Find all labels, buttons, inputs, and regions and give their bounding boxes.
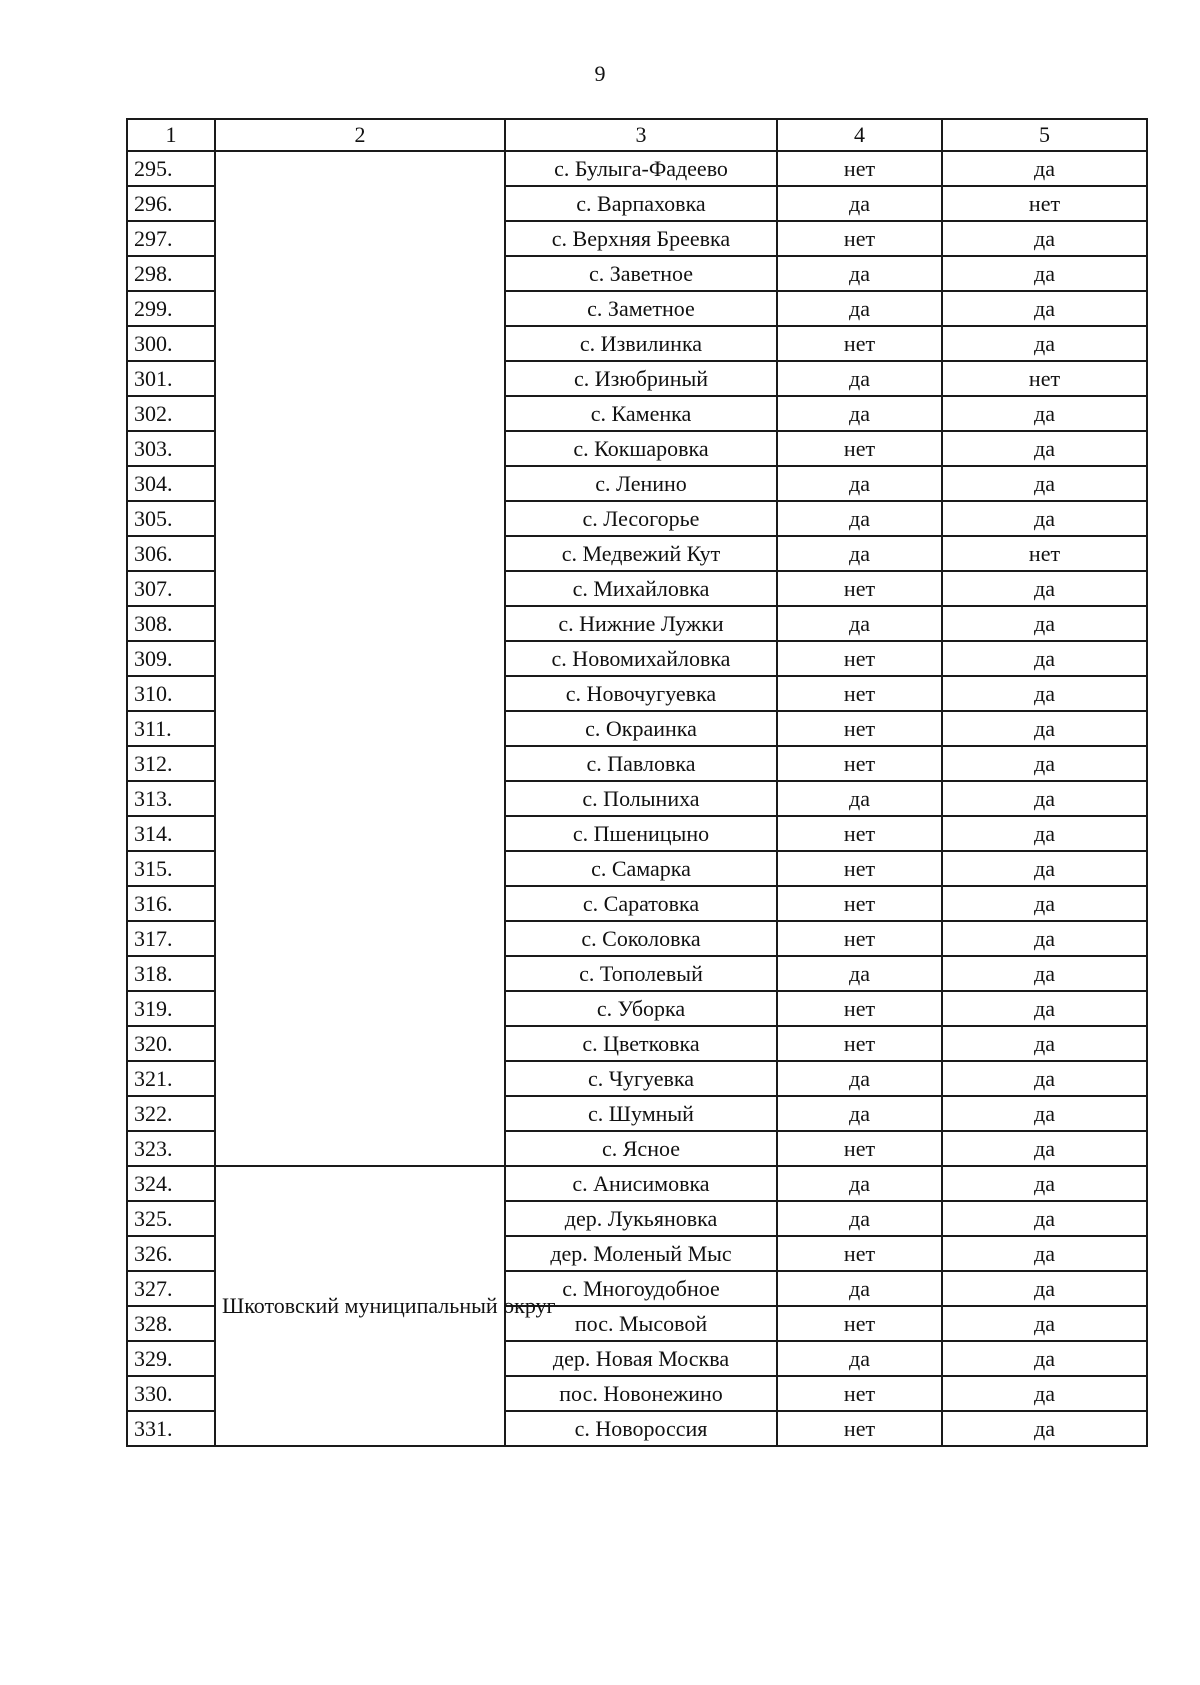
column-4-value: нет xyxy=(777,151,942,186)
column-5-value: да xyxy=(942,606,1147,641)
row-number: 316. xyxy=(127,886,215,921)
column-header: 5 xyxy=(942,119,1147,151)
row-number: 324. xyxy=(127,1166,215,1201)
row-number: 310. xyxy=(127,676,215,711)
row-number: 302. xyxy=(127,396,215,431)
column-5-value: нет xyxy=(942,186,1147,221)
row-number: 331. xyxy=(127,1411,215,1446)
row-number: 329. xyxy=(127,1341,215,1376)
column-4-value: нет xyxy=(777,746,942,781)
row-number: 296. xyxy=(127,186,215,221)
settlement-name: с. Заметное xyxy=(505,291,777,326)
column-4-value: да xyxy=(777,1096,942,1131)
column-4-value: нет xyxy=(777,676,942,711)
column-4-value: да xyxy=(777,291,942,326)
column-5-value: да xyxy=(942,326,1147,361)
column-header: 2 xyxy=(215,119,505,151)
settlement-name: с. Булыга-Фадеево xyxy=(505,151,777,186)
settlements-table xyxy=(126,118,1148,1447)
column-5-value: да xyxy=(942,1201,1147,1236)
column-4-value: да xyxy=(777,781,942,816)
settlement-name: с. Цветковка xyxy=(505,1026,777,1061)
column-4-value: нет xyxy=(777,326,942,361)
row-number: 301. xyxy=(127,361,215,396)
column-5-value: да xyxy=(942,571,1147,606)
row-number: 297. xyxy=(127,221,215,256)
column-4-value: нет xyxy=(777,991,942,1026)
column-5-value: да xyxy=(942,151,1147,186)
column-5-value: да xyxy=(942,256,1147,291)
row-number: 313. xyxy=(127,781,215,816)
row-number: 320. xyxy=(127,1026,215,1061)
row-number: 325. xyxy=(127,1201,215,1236)
row-number: 317. xyxy=(127,921,215,956)
row-number: 312. xyxy=(127,746,215,781)
column-5-value: да xyxy=(942,431,1147,466)
row-number: 306. xyxy=(127,536,215,571)
row-number: 314. xyxy=(127,816,215,851)
column-5-value: да xyxy=(942,1376,1147,1411)
settlement-name: с. Самарка xyxy=(505,851,777,886)
settlement-name: с. Новочугуевка xyxy=(505,676,777,711)
settlement-name: пос. Мысовой xyxy=(505,1306,777,1341)
column-header: 3 xyxy=(505,119,777,151)
row-number: 304. xyxy=(127,466,215,501)
settlement-name: с. Новомихайловка xyxy=(505,641,777,676)
column-5-value: да xyxy=(942,991,1147,1026)
column-4-value: да xyxy=(777,361,942,396)
column-4-value: да xyxy=(777,1166,942,1201)
column-5-value: да xyxy=(942,711,1147,746)
column-4-value: да xyxy=(777,256,942,291)
table-header-row xyxy=(127,119,1147,151)
column-4-value: нет xyxy=(777,851,942,886)
column-4-value: да xyxy=(777,396,942,431)
column-5-value: нет xyxy=(942,536,1147,571)
settlement-name: с. Новороссия xyxy=(505,1411,777,1446)
settlement-name: с. Заветное xyxy=(505,256,777,291)
column-5-value: да xyxy=(942,886,1147,921)
column-5-value: да xyxy=(942,1341,1147,1376)
district-cell xyxy=(215,151,505,1166)
table-row xyxy=(127,1166,1147,1201)
row-number: 326. xyxy=(127,1236,215,1271)
column-4-value: да xyxy=(777,956,942,991)
column-5-value: да xyxy=(942,1061,1147,1096)
column-5-value: да xyxy=(942,501,1147,536)
row-number: 321. xyxy=(127,1061,215,1096)
column-4-value: да xyxy=(777,186,942,221)
settlement-name: с. Лесогорье xyxy=(505,501,777,536)
settlement-name: дер. Новая Москва xyxy=(505,1341,777,1376)
row-number: 322. xyxy=(127,1096,215,1131)
column-5-value: да xyxy=(942,1411,1147,1446)
column-5-value: да xyxy=(942,781,1147,816)
settlement-name: с. Нижние Лужки xyxy=(505,606,777,641)
column-4-value: нет xyxy=(777,711,942,746)
settlement-name: с. Окраинка xyxy=(505,711,777,746)
settlement-name: с. Михайловка xyxy=(505,571,777,606)
table-body xyxy=(127,119,1147,1446)
settlement-name: с. Верхняя Бреевка xyxy=(505,221,777,256)
row-number: 299. xyxy=(127,291,215,326)
column-4-value: нет xyxy=(777,1131,942,1166)
settlement-name: с. Чугуевка xyxy=(505,1061,777,1096)
column-5-value: да xyxy=(942,396,1147,431)
settlement-name: с. Многоудобное xyxy=(505,1271,777,1306)
column-5-value: да xyxy=(942,466,1147,501)
column-4-value: да xyxy=(777,1341,942,1376)
settlement-name: с. Саратовка xyxy=(505,886,777,921)
row-number: 307. xyxy=(127,571,215,606)
row-number: 327. xyxy=(127,1271,215,1306)
column-4-value: нет xyxy=(777,1306,942,1341)
settlement-name: с. Медвежий Кут xyxy=(505,536,777,571)
settlement-name: с. Кокшаровка xyxy=(505,431,777,466)
settlement-name: с. Соколовка xyxy=(505,921,777,956)
column-5-value: да xyxy=(942,921,1147,956)
settlement-name: с. Изюбриный xyxy=(505,361,777,396)
column-4-value: да xyxy=(777,1271,942,1306)
column-4-value: нет xyxy=(777,1411,942,1446)
column-5-value: да xyxy=(942,1236,1147,1271)
row-number: 300. xyxy=(127,326,215,361)
column-4-value: да xyxy=(777,501,942,536)
page-number: 9 xyxy=(594,61,606,86)
column-5-value: да xyxy=(942,816,1147,851)
column-5-value: да xyxy=(942,1096,1147,1131)
settlement-name: пос. Новонежино xyxy=(505,1376,777,1411)
settlement-name: дер. Моленый Мыс xyxy=(505,1236,777,1271)
column-header: 4 xyxy=(777,119,942,151)
column-4-value: нет xyxy=(777,571,942,606)
row-number: 319. xyxy=(127,991,215,1026)
column-4-value: нет xyxy=(777,1236,942,1271)
row-number: 323. xyxy=(127,1131,215,1166)
settlement-name: с. Уборка xyxy=(505,991,777,1026)
column-5-value: да xyxy=(942,676,1147,711)
settlement-name: с. Шумный xyxy=(505,1096,777,1131)
settlement-name: с. Извилинка xyxy=(505,326,777,361)
row-number: 330. xyxy=(127,1376,215,1411)
column-5-value: да xyxy=(942,851,1147,886)
column-5-value: да xyxy=(942,1306,1147,1341)
column-5-value: да xyxy=(942,221,1147,256)
settlement-name: с. Анисимовка xyxy=(505,1166,777,1201)
column-4-value: нет xyxy=(777,1376,942,1411)
column-4-value: да xyxy=(777,1061,942,1096)
column-5-value: да xyxy=(942,1026,1147,1061)
column-5-value: да xyxy=(942,641,1147,676)
column-5-value: да xyxy=(942,746,1147,781)
settlement-name: с. Варпаховка xyxy=(505,186,777,221)
column-4-value: да xyxy=(777,536,942,571)
settlement-name: дер. Лукьяновка xyxy=(505,1201,777,1236)
column-5-value: да xyxy=(942,956,1147,991)
settlement-name: с. Павловка xyxy=(505,746,777,781)
column-4-value: нет xyxy=(777,921,942,956)
settlement-name: с. Каменка xyxy=(505,396,777,431)
settlement-name: с. Пшеницыно xyxy=(505,816,777,851)
column-5-value: да xyxy=(942,1271,1147,1306)
row-number: 295. xyxy=(127,151,215,186)
settlement-name: с. Ясное xyxy=(505,1131,777,1166)
column-4-value: нет xyxy=(777,221,942,256)
district-cell: Шкотовский муниципальный округ xyxy=(215,1166,505,1446)
column-4-value: нет xyxy=(777,816,942,851)
column-4-value: да xyxy=(777,606,942,641)
settlement-name: с. Тополевый xyxy=(505,956,777,991)
column-5-value: да xyxy=(942,291,1147,326)
column-4-value: да xyxy=(777,466,942,501)
row-number: 311. xyxy=(127,711,215,746)
column-4-value: нет xyxy=(777,1026,942,1061)
column-4-value: да xyxy=(777,1201,942,1236)
row-number: 309. xyxy=(127,641,215,676)
column-5-value: нет xyxy=(942,361,1147,396)
settlement-name: с. Полыниха xyxy=(505,781,777,816)
column-5-value: да xyxy=(942,1166,1147,1201)
row-number: 308. xyxy=(127,606,215,641)
column-5-value: да xyxy=(942,1131,1147,1166)
row-number: 305. xyxy=(127,501,215,536)
settlement-name: с. Ленино xyxy=(505,466,777,501)
table-row xyxy=(127,151,1147,186)
row-number: 328. xyxy=(127,1306,215,1341)
row-number: 303. xyxy=(127,431,215,466)
column-header: 1 xyxy=(127,119,215,151)
row-number: 298. xyxy=(127,256,215,291)
row-number: 315. xyxy=(127,851,215,886)
column-4-value: нет xyxy=(777,431,942,466)
row-number: 318. xyxy=(127,956,215,991)
column-4-value: нет xyxy=(777,641,942,676)
column-4-value: нет xyxy=(777,886,942,921)
